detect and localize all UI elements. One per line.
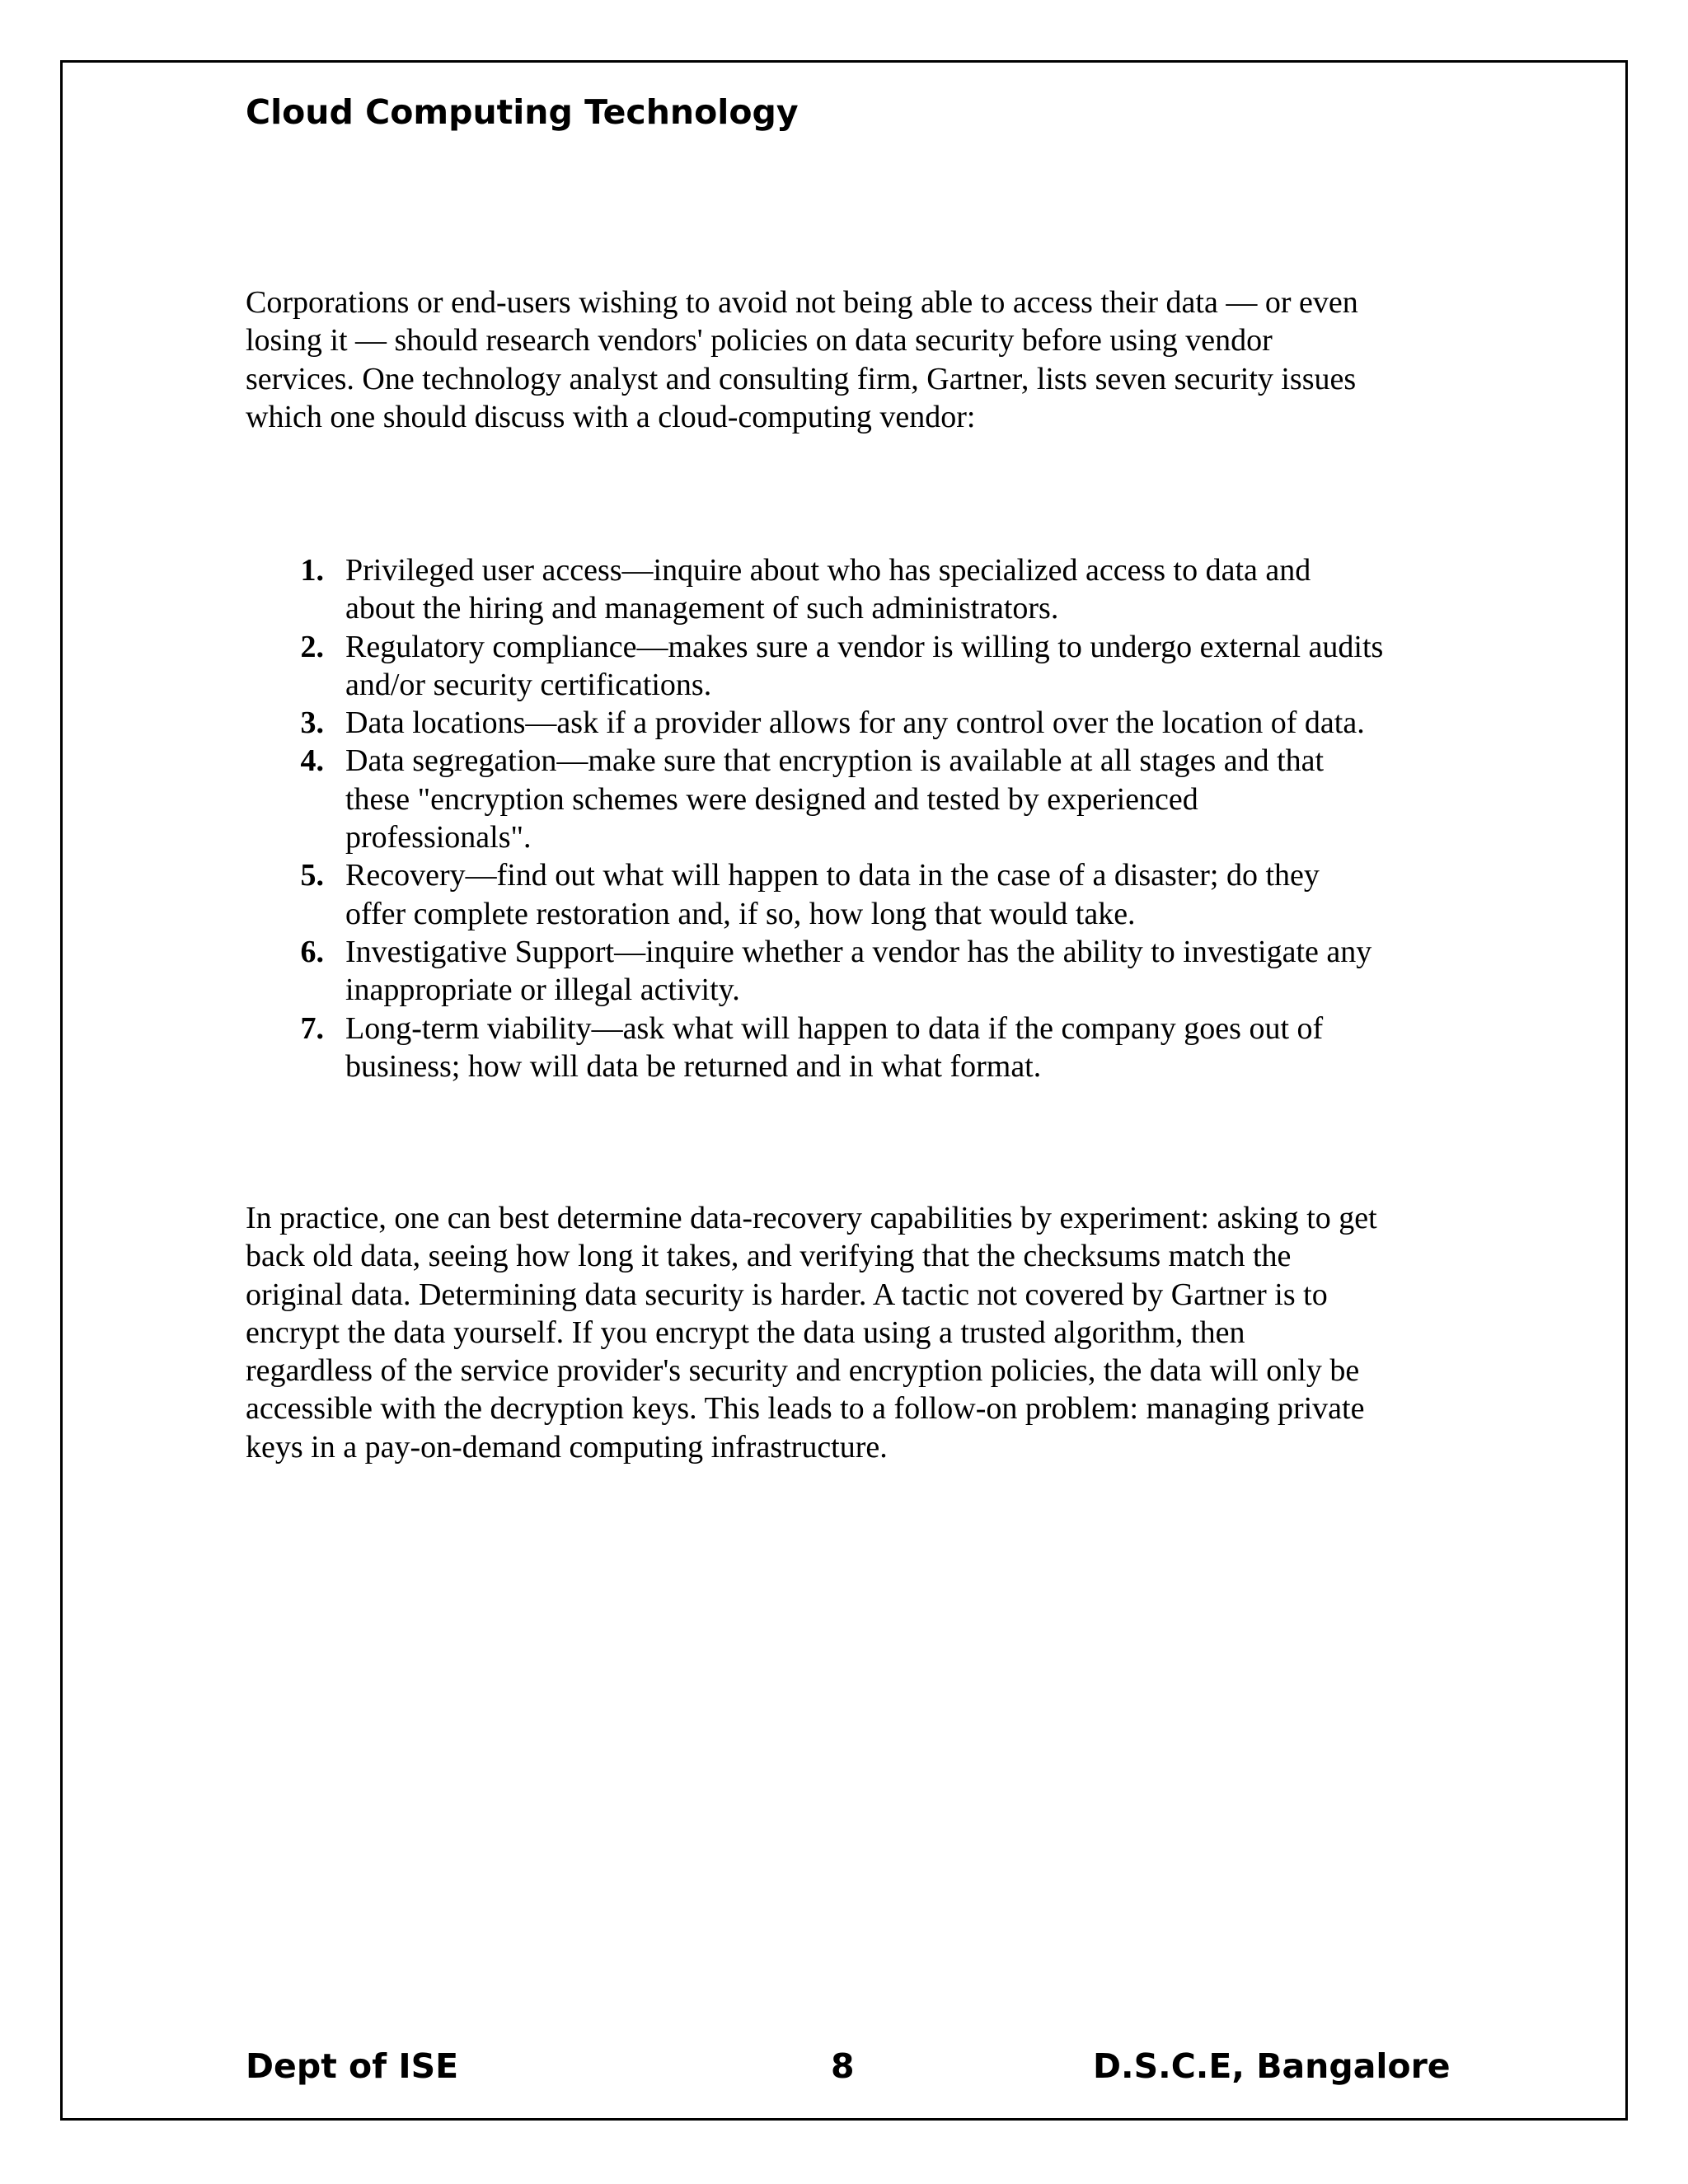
list-item xyxy=(246,704,1457,742)
list-item-line: and/or security certifications. xyxy=(345,667,712,702)
intro-line: Corporations or end-users wishing to avoid not being able to access their data — or even xyxy=(246,285,1358,320)
list-item xyxy=(246,856,1457,933)
list-item-line: offer complete restoration and, if so, how long that would take. xyxy=(345,896,1136,931)
list-item-number: 5. xyxy=(300,858,324,893)
conclusion-line: regardless of the service provider's security and encryption policies, the data will only be xyxy=(246,1353,1360,1389)
footer-page-number: 8 xyxy=(831,2046,855,2086)
list-item xyxy=(246,628,1457,705)
intro-line: services. One technology analyst and consulting firm, Gartner, lists seven security issues xyxy=(246,361,1357,396)
conclusion-line: In practice, one can best determine data-recovery capabilities by experiment: asking to get xyxy=(246,1201,1377,1235)
intro-paragraph xyxy=(246,284,1457,436)
list-item-number: 4. xyxy=(300,743,324,779)
list-item-number: 3. xyxy=(300,705,324,741)
list-item-number: 6. xyxy=(300,934,324,969)
security-issues-list xyxy=(246,551,1457,1085)
footer-department: Dept of ISE xyxy=(246,2046,459,2086)
list-item-line: Privileged user access—inquire about who has specialized access to data and xyxy=(345,553,1311,588)
list-item xyxy=(246,551,1457,628)
conclusion-line: accessible with the decryption keys. This leads to a follow-on problem: managing private xyxy=(246,1391,1365,1427)
list-item xyxy=(246,933,1457,1010)
list-item xyxy=(246,1010,1457,1086)
conclusion-line: encrypt the data yourself. If you encrypt the data using a trusted algorithm, then xyxy=(246,1315,1245,1350)
list-item-line: Long-term viability—ask what will happen to data if the company goes out of xyxy=(345,1010,1324,1046)
list-item-line: Investigative Support—inquire whether a vendor has the ability to investigate any xyxy=(345,934,1372,969)
list-item-line: Regulatory compliance—makes sure a vendor is willing to undergo external audits xyxy=(345,629,1384,664)
list-item-number: 2. xyxy=(300,629,324,664)
list-item-line: professionals". xyxy=(345,820,532,855)
conclusion-line: keys in a pay-on-demand computing infrastructure. xyxy=(246,1429,888,1465)
footer-institution: D.S.C.E, Bangalore xyxy=(1093,2046,1451,2086)
list-item-line: Recovery—find out what will happen to data in the case of a disaster; do they xyxy=(345,858,1320,893)
conclusion-line: original data. Determining data security is harder. A tactic not covered by Gartner is to xyxy=(246,1277,1328,1312)
list-item-line: Data segregation—make sure that encryption is available at all stages and that xyxy=(345,743,1325,779)
intro-line: losing it — should research vendors' policies on data security before using vendor xyxy=(246,323,1273,359)
list-item-number: 1. xyxy=(300,553,324,588)
list-item xyxy=(246,742,1457,856)
conclusion-paragraph xyxy=(246,1199,1457,1466)
list-item-number: 7. xyxy=(300,1010,324,1046)
list-item-line: business; how will data be returned and in what format. xyxy=(345,1048,1042,1084)
conclusion-line: back old data, seeing how long it takes, and verifying that the checksums match the xyxy=(246,1239,1292,1274)
list-item-line: Data locations—ask if a provider allows for any control over the location of data. xyxy=(345,705,1365,741)
list-item-line: inappropriate or illegal activity. xyxy=(345,972,740,1008)
list-item-line: these "encryption schemes were designed and tested by experienced xyxy=(345,781,1198,817)
intro-line: which one should discuss with a cloud-computing vendor: xyxy=(246,399,976,434)
page-header-title: Cloud Computing Technology xyxy=(246,92,799,132)
list-item-line: about the hiring and management of such administrators. xyxy=(345,591,1059,626)
